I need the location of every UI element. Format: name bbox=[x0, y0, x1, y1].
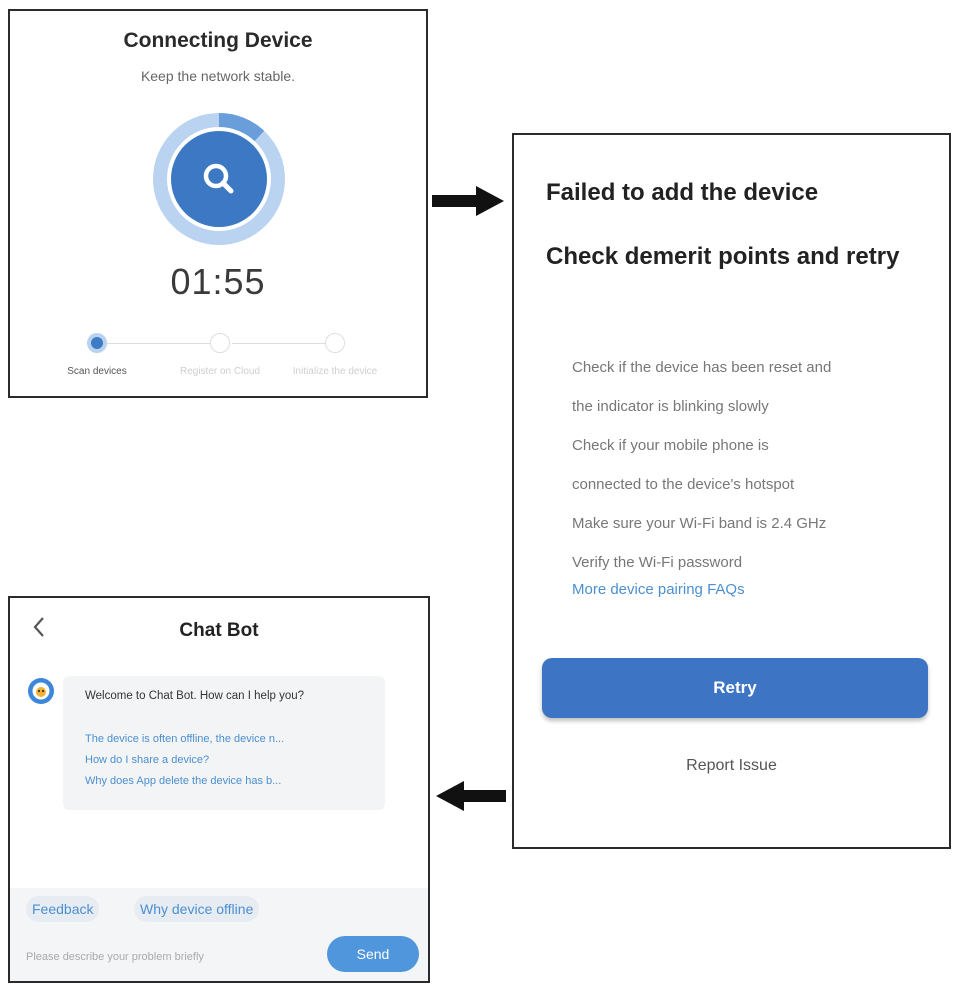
bot-welcome-text: Welcome to Chat Bot. How can I help you? bbox=[85, 690, 305, 702]
step-dot-scan bbox=[87, 333, 107, 353]
connecting-subtitle: Keep the network stable. bbox=[140, 68, 296, 84]
problem-description-input[interactable] bbox=[24, 936, 318, 978]
troubleshooting-tips bbox=[572, 348, 942, 582]
connecting-device-screen bbox=[8, 9, 428, 398]
suggested-question[interactable]: The device is often offline, the device n... bbox=[85, 733, 285, 745]
failed-to-add-screen bbox=[512, 133, 951, 849]
step-dot-initialize bbox=[325, 333, 345, 353]
chat-composer bbox=[10, 888, 428, 981]
arrow-right-icon bbox=[432, 186, 504, 216]
tip-line: Verify the Wi-Fi password bbox=[572, 554, 743, 571]
step-label-initialize: Initialize the device bbox=[292, 366, 378, 377]
chat-bot-title: Chat Bot bbox=[179, 620, 259, 641]
countdown-timer: 01:55 bbox=[170, 261, 266, 302]
step-connector bbox=[232, 343, 332, 344]
step-connector bbox=[106, 343, 212, 344]
quick-reply-device-offline[interactable]: Why device offline bbox=[134, 896, 259, 922]
send-button[interactable]: Send bbox=[327, 936, 419, 972]
bot-message-bubble bbox=[63, 676, 385, 810]
quick-reply-feedback[interactable]: Feedback bbox=[26, 896, 99, 922]
tip-line: Check if your mobile phone is bbox=[572, 437, 769, 454]
tip-line: connected to the device's hotspot bbox=[572, 476, 795, 493]
step-label-scan: Scan devices bbox=[67, 366, 127, 377]
step-dot-register bbox=[210, 333, 230, 353]
tip-line: Make sure your Wi-Fi band is 2.4 GHz bbox=[572, 515, 827, 532]
connecting-title: Connecting Device bbox=[123, 29, 313, 52]
suggested-question[interactable]: Why does App delete the device has b... bbox=[85, 775, 282, 787]
progress-steps bbox=[10, 321, 426, 401]
retry-button[interactable]: Retry bbox=[542, 658, 928, 718]
retry-subheading: Check demerit points and retry bbox=[546, 243, 900, 270]
chat-bot-screen bbox=[8, 596, 430, 983]
tip-line: Check if the device has been reset and bbox=[572, 359, 832, 376]
report-issue-link[interactable]: Report Issue bbox=[686, 757, 777, 774]
failed-heading: Failed to add the device bbox=[546, 179, 819, 206]
pairing-faq-link[interactable]: More device pairing FAQs bbox=[572, 581, 745, 598]
scan-progress-ring bbox=[151, 111, 287, 247]
step-label-register: Register on Cloud bbox=[179, 366, 261, 377]
suggested-question[interactable]: How do I share a device? bbox=[85, 754, 210, 766]
tip-line: the indicator is blinking slowly bbox=[572, 398, 769, 415]
arrow-left-icon bbox=[436, 781, 506, 811]
bot-avatar-icon bbox=[27, 677, 55, 705]
